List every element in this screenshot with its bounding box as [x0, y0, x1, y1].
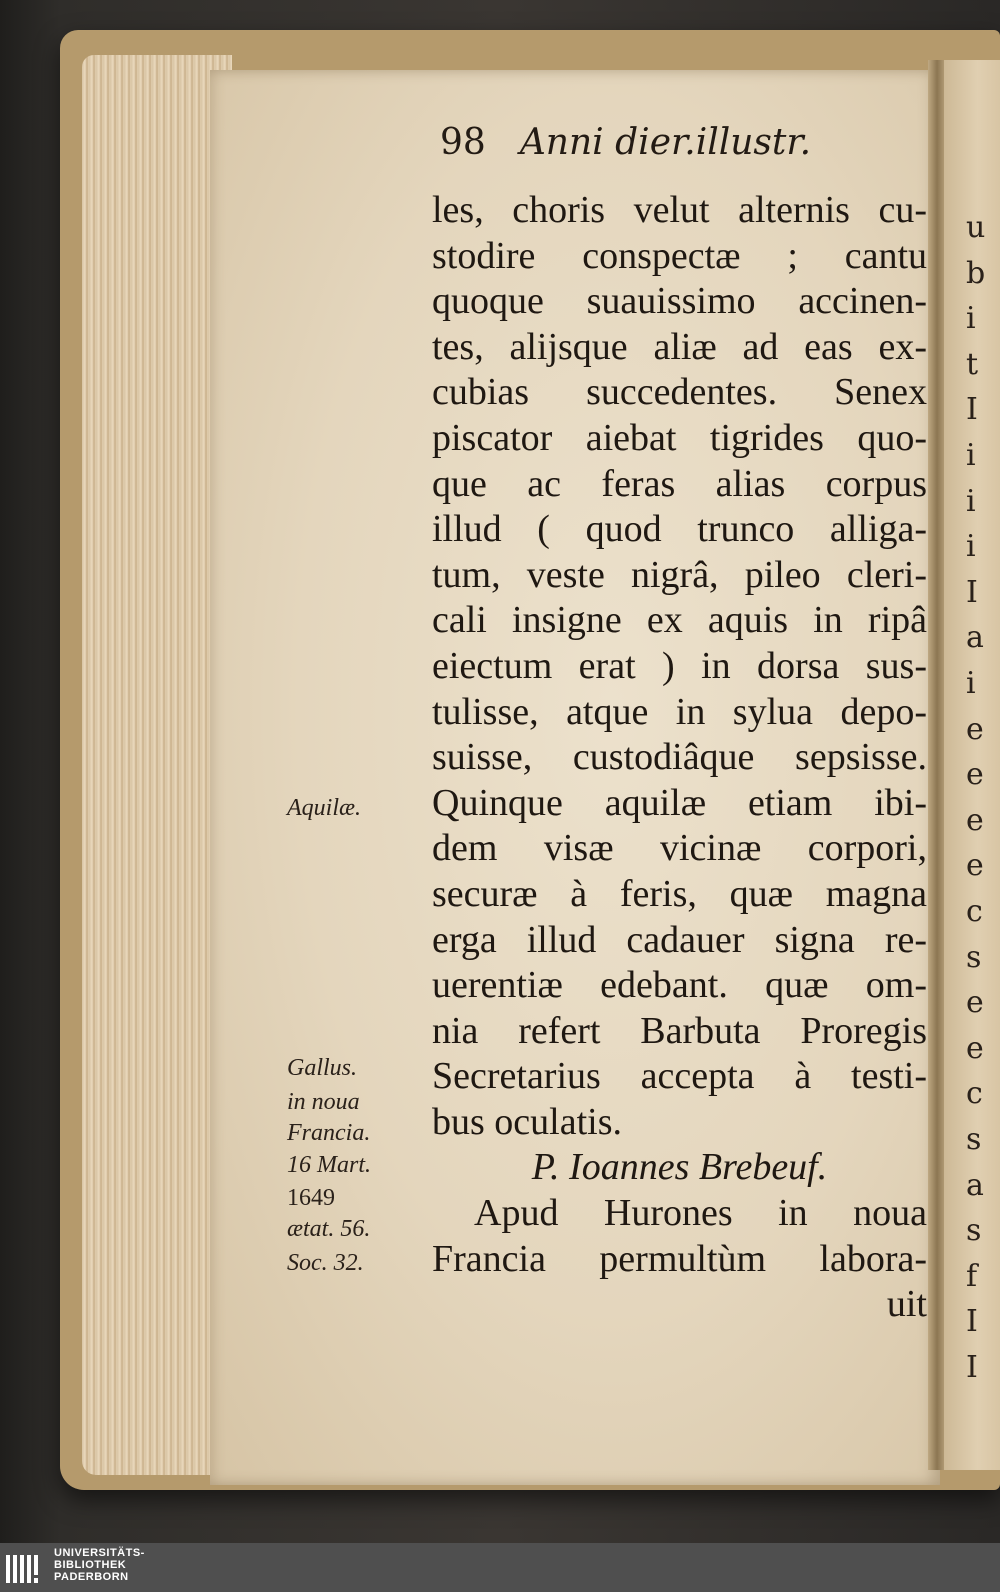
facing-page-letter: I	[966, 1304, 978, 1340]
text-line: eiectum erat ) in dorsa sus-	[432, 644, 927, 687]
margin-note-in-noua: in noua	[287, 1089, 360, 1115]
facing-page-letter: s	[966, 1213, 982, 1249]
facing-page-letter: s	[966, 939, 982, 975]
text-line: Secretarius accepta à testi-	[432, 1055, 927, 1098]
facing-page-letter: i	[966, 529, 976, 565]
text-line: Quinque aquilæ etiam ibi-	[432, 781, 927, 824]
facing-page-letter: I	[966, 1350, 978, 1385]
text-line: stodire conspectæ ; cantu	[432, 234, 927, 277]
text-line: securæ à feris, quæ magna	[432, 872, 927, 915]
text-line: tes, alijsque aliæ ad eas ex-	[432, 325, 927, 368]
text-line: suisse, custodiâque sepsisse.	[432, 736, 927, 779]
facing-page-edge	[944, 60, 1000, 1470]
text-line: quoque suauissimo accinen-	[432, 280, 927, 323]
facing-page-letter: i	[966, 301, 976, 337]
facing-page-letter: i	[966, 483, 976, 519]
facing-page-letter: c	[966, 1076, 983, 1112]
facing-page-letter: e	[966, 1030, 984, 1066]
text-line: les, choris velut alternis cu-	[432, 189, 927, 231]
footer-line: BIBLIOTHEK	[54, 1559, 127, 1571]
facing-page-letter: t	[966, 346, 979, 382]
text-line: tum, veste nigrâ, pileo cleri-	[432, 553, 927, 596]
facing-page-letter: I	[966, 392, 978, 428]
footer-institution	[54, 1547, 145, 1583]
text-line: illud ( quod trunco alliga-	[432, 508, 927, 551]
facing-page-letter: a	[966, 1167, 984, 1203]
page-number: 98	[440, 122, 486, 163]
text-line: tulisse, atque in sylua depo-	[432, 690, 927, 733]
margin-note-society: Soc. 32.	[287, 1250, 364, 1276]
facing-page-letter: e	[966, 848, 984, 884]
facing-page-letter: c	[966, 894, 983, 929]
footer-bar	[0, 1543, 1000, 1592]
body-text	[432, 188, 927, 1328]
facing-page-letter: e	[966, 802, 984, 838]
facing-page-letter: b	[966, 255, 986, 291]
footer-line: UNIVERSITÄTS-	[54, 1547, 145, 1559]
margin-note-aquilae: Aquilæ.	[287, 795, 362, 821]
catchword: uit	[886, 1283, 927, 1326]
text-line: que ac feras alias corpus	[432, 462, 927, 505]
section-heading: P. Ioannes Brebeuf.	[531, 1146, 828, 1189]
margin-note-date: 16 Mart.	[287, 1152, 371, 1178]
margin-note-gallus: Gallus.	[287, 1055, 358, 1081]
facing-page-letter: s	[966, 1122, 982, 1157]
text-line: Apud Hurones in noua	[474, 1192, 927, 1235]
margin-note-francia: Francia.	[287, 1120, 371, 1146]
facing-page-letter: u	[966, 210, 986, 245]
facing-page-letter: f	[966, 1258, 978, 1294]
facing-page-letter: i	[966, 438, 976, 473]
library-logo-icon	[4, 1549, 48, 1587]
facing-page-letter: i	[966, 666, 976, 701]
text-line: cubias succedentes. Senex	[432, 371, 927, 414]
page-header	[440, 122, 811, 163]
text-line: bus oculatis.	[432, 1100, 622, 1143]
facing-page-letter: e	[966, 711, 984, 747]
facing-page-letter: I	[966, 574, 978, 610]
text-line: nia refert Barbuta Proregis	[432, 1009, 927, 1052]
margin-note-age: ætat. 56.	[287, 1216, 371, 1242]
facing-page-letter: e	[966, 985, 984, 1021]
text-line: Francia permultùm labora-	[432, 1237, 927, 1280]
running-title: Anni dier.illustr.	[519, 122, 812, 163]
text-line: uerentiæ edebant. quæ om-	[432, 964, 927, 1007]
text-line: piscator aiebat tigrides quo-	[432, 416, 927, 459]
text-line: erga illud cadauer signa re-	[432, 918, 927, 961]
text-line: dem visæ vicinæ corpori,	[432, 827, 927, 870]
facing-page-letter: a	[966, 620, 984, 656]
text-line: cali insigne ex aquis in ripâ	[432, 599, 927, 642]
margin-note-year: 1649	[287, 1185, 335, 1211]
facing-page-letter: e	[966, 757, 984, 793]
footer-line: PADERBORN	[54, 1571, 129, 1583]
